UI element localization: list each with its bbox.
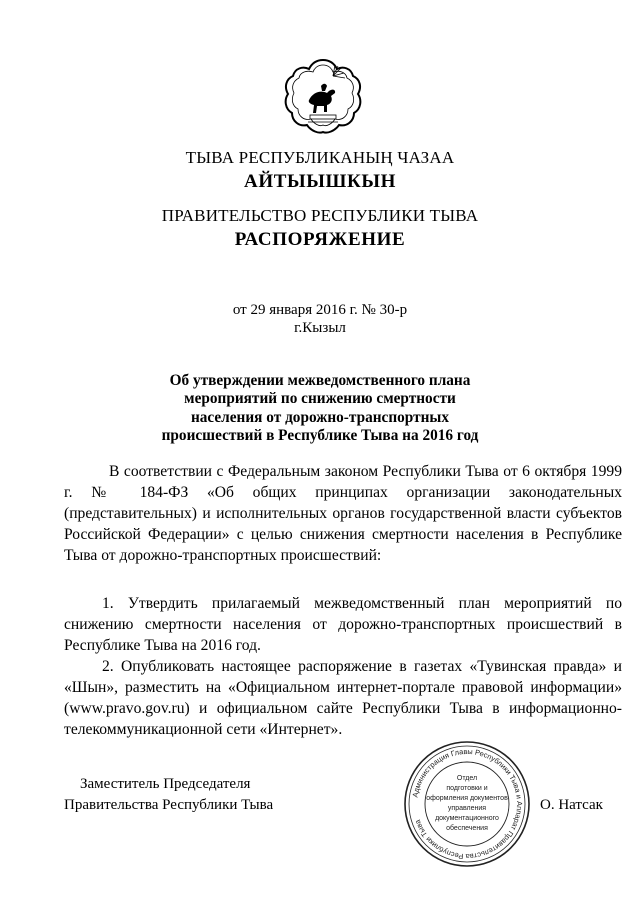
svg-text:оформления документов: оформления документов bbox=[426, 795, 508, 802]
title-line: мероприятий по снижению смертности bbox=[184, 390, 456, 408]
signatory-name: О. Натсак bbox=[540, 797, 603, 813]
document-city: г.Кызыл bbox=[294, 320, 346, 336]
svg-text:документационного: документационного bbox=[435, 815, 499, 822]
title-line: Об утверждении межведомственного плана bbox=[169, 372, 471, 389]
seal-ring-text: Администрация Главы Республики Тыва и Аппарат Правительства Республики Тыва bbox=[410, 746, 525, 862]
svg-text:подготовки и: подготовки и bbox=[446, 785, 488, 792]
header-russian-government: ПРАВИТЕЛЬСТВО РЕСПУБЛИКИ ТЫВА bbox=[161, 206, 479, 225]
document-title bbox=[150, 372, 490, 446]
svg-text:управления: управления bbox=[447, 805, 487, 812]
title-line: происшествий в Республике Тыва на 2016 год bbox=[161, 427, 479, 445]
header-tuvan-order: АЙТЫЫШКЫН bbox=[244, 171, 396, 192]
header-tuvan-government: ТЫВА РЕСПУБЛИКАНЫҢ ЧАЗАА bbox=[185, 148, 455, 167]
title-line: населения от дорожно-транспортных bbox=[190, 408, 450, 426]
svg-text:Отдел: Отдел bbox=[456, 775, 478, 782]
republic-emblem-icon bbox=[283, 56, 363, 136]
document-date-number: от 29 января 2016 г. № 30-р bbox=[232, 302, 408, 318]
clause-2-paragraph: 2. Опубликовать настоящее распоряжение в газетах «Тувинская правда» и «Шын», разместить на «Официальном интернет-портале правовой информации» (www.pravo.gov.ru) и официальном сайте Республики Тыва в информационно-телекоммуникационной сети «Интернет». bbox=[64, 658, 622, 739]
signatory-position-line1: Заместитель Председателя bbox=[80, 776, 251, 792]
header-russian-order: РАСПОРЯЖЕНИЕ bbox=[234, 229, 406, 250]
svg-text:обеспечения: обеспечения bbox=[446, 825, 488, 832]
preamble-paragraph: В соответствии с Федеральным законом Республики Тыва от 6 октября 1999 г. № 184-ФЗ «Об общих принципах организации законодательных (представительных) и исполнительных органов государственной власти субъектов Российской Федерации» с целью снижения смертности населения в Республике Тыва от дорожно-транспортных происшествий: bbox=[64, 463, 622, 565]
signatory-position-line2: Правительства Республики Тыва bbox=[64, 797, 274, 813]
clause-1-paragraph: 1. Утвердить прилагаемый межведомственный план мероприятий по снижению смертности населения от дорожно-транспортных происшествий в Республике Тыва на 2016 год. bbox=[64, 595, 622, 655]
official-seal-icon bbox=[403, 740, 531, 868]
